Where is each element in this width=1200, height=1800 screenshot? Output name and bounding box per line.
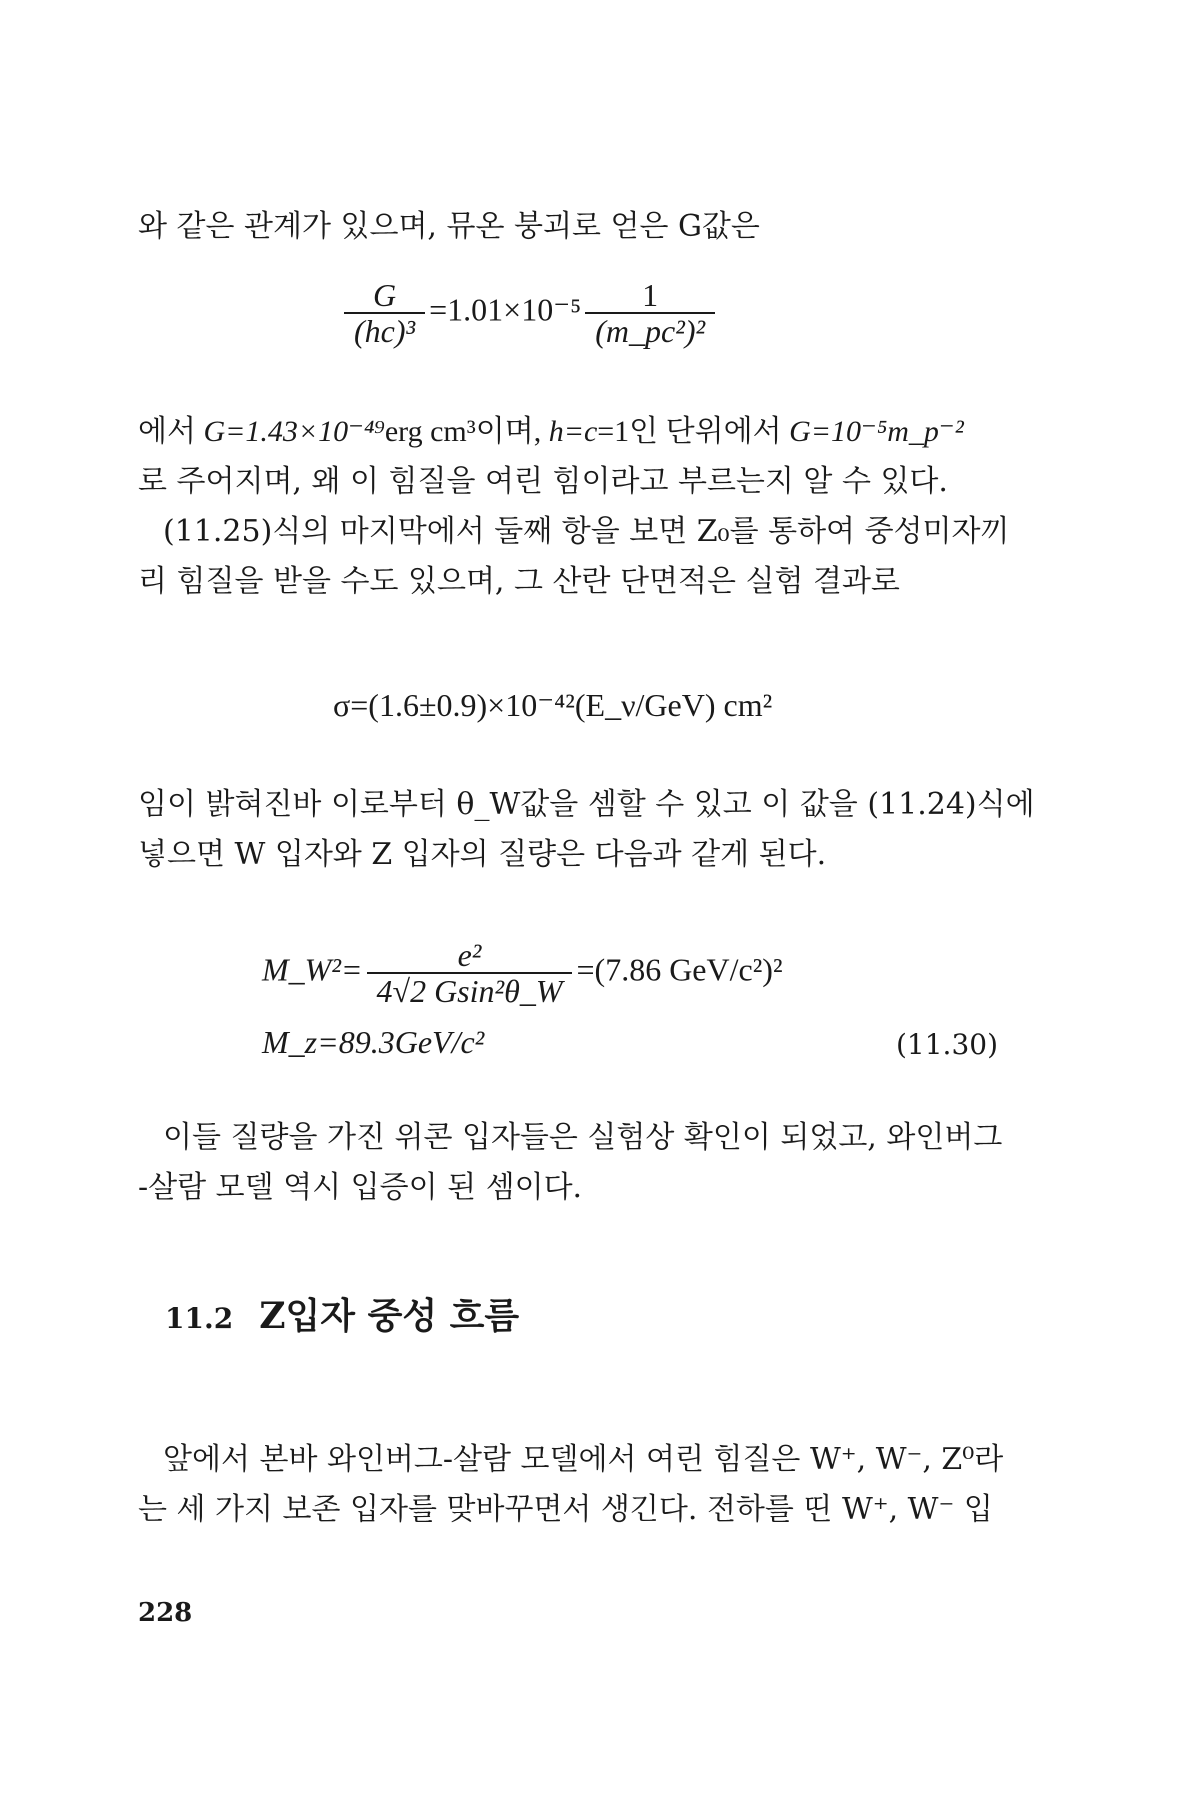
paragraph-line-6: 임이 밝혀진바 이로부터 θ_W값을 셈할 수 있고 이 값을 (11.24)식에 — [138, 787, 1035, 822]
fraction-g-over-hc — [344, 278, 425, 348]
equation-z-mass: M_z=89.3GeV/c² — [262, 1024, 485, 1060]
equation-number: (11.30) — [895, 1028, 998, 1061]
paragraph-line-5: 리 힘질을 받을 수도 있으며, 그 산란 단면적은 실험 결과로 — [138, 564, 900, 599]
paragraph-line-9: -살람 모델 역시 입증이 된 셈이다. — [138, 1170, 583, 1205]
paragraph-line-4: (11.25)식의 마지막에서 둘째 항을 보면 Z₀를 통하여 중성미자끼 — [163, 514, 1010, 549]
math-g-unit: G=10⁻⁵m_p⁻² — [789, 415, 964, 448]
equation-gravity-constant — [340, 278, 719, 348]
paragraph-line-7: 넣으면 W 입자와 Z 입자의 질량은 다음과 같게 된다. — [138, 837, 827, 872]
text-segment: erg cm³이며, — [384, 415, 549, 448]
math-mw-rhs: =(7.86 GeV/c²)² — [576, 951, 783, 988]
paragraph-line-2 — [138, 412, 998, 452]
page-number: 228 — [138, 1598, 193, 1628]
paragraph-line-10: 앞에서 본바 와인버그-살람 모델에서 여린 힘질은 W⁺, W⁻, Z⁰라 — [163, 1442, 1004, 1477]
math-mw-lhs: M_W²= — [262, 951, 363, 988]
paragraph-line-8: 이들 질량을 가진 위콘 입자들은 실험상 확인이 되었고, 와인버그 — [163, 1120, 1003, 1155]
fraction-denominator: (m_pc²)² — [595, 313, 706, 349]
math-h-equals-c: h=c — [548, 415, 598, 448]
fraction-numerator: e² — [367, 938, 573, 974]
text-segment: =1인 단위에서 — [597, 415, 790, 448]
paragraph-line-11: 는 세 가지 보존 입자를 맞바꾸면서 생긴다. 전하를 띤 W⁺, W⁻ 입 — [138, 1492, 993, 1527]
equation-cross-section: σ=(1.6±0.9)×10⁻⁴²(E_ν/GeV) cm² — [333, 687, 773, 723]
equation-coefficient: =1.01×10⁻⁵ — [429, 291, 582, 328]
fraction-denominator: 4√2 Gsin²θ_W — [376, 973, 563, 1009]
section-title: Z입자 중성 흐름 — [259, 1295, 520, 1337]
paragraph-line-1: 와 같은 관계가 있으며, 뮤온 붕괴로 얻은 G값은 — [138, 209, 760, 244]
fraction-numerator: 1 — [585, 278, 715, 314]
section-number: 11.2 — [165, 1302, 234, 1335]
text-segment: 에서 — [138, 415, 204, 448]
fraction-w-mass — [367, 938, 573, 1008]
section-heading — [165, 1288, 519, 1339]
fraction-denominator: (hc)³ — [354, 313, 416, 349]
fraction-one-over-mpc — [585, 278, 715, 348]
paragraph-line-3: 로 주어지며, 왜 이 힘질을 여린 힘이라고 부르는지 알 수 있다. — [138, 464, 948, 499]
math-g-value: G=1.43×10⁻⁴⁹ — [203, 415, 385, 448]
equation-w-mass — [262, 938, 783, 1008]
fraction-numerator: G — [344, 278, 425, 314]
